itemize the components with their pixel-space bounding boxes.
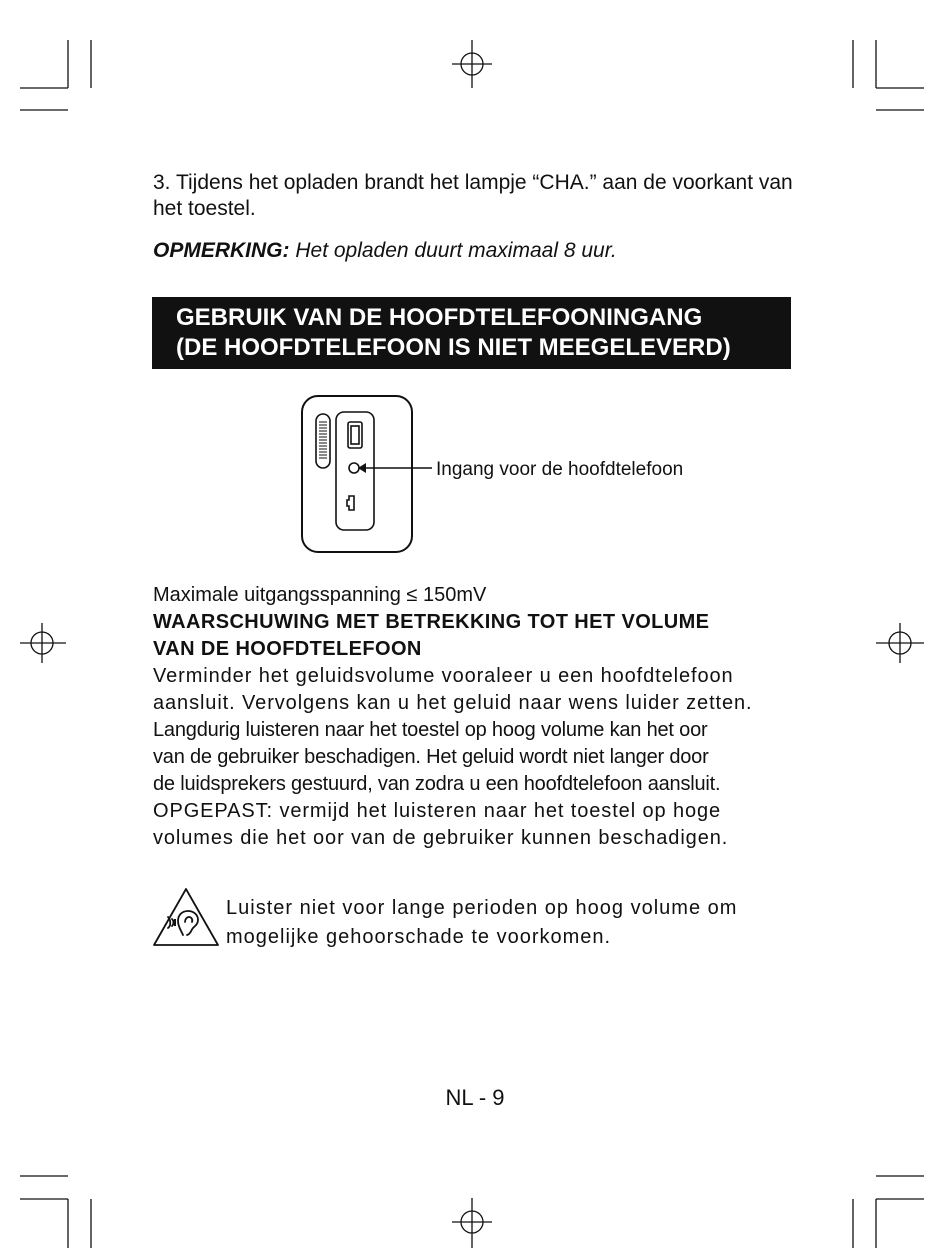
caution-line2: mogelijke gehoorschade te voorkomen.: [226, 926, 612, 948]
max-output-voltage: Maximale uitgangsspanning ≤ 150mV: [153, 584, 487, 606]
note-label: OPMERKING:: [153, 239, 290, 262]
caution-line1: Luister niet voor lange perioden op hoog volume om: [226, 897, 738, 919]
step-3-text: 3. Tijdens het opladen brandt het lampje “CHA.” aan de voorkant van het toestel.: [153, 171, 793, 220]
warning-line: Langdurig luisteren naar het toestel op hoog volume kan het oor: [153, 719, 708, 741]
warning-line: volumes die het oor van de gebruiker kunnen beschadigen.: [153, 827, 729, 849]
warning-line: OPGEPAST: vermijd het luisteren naar het toestel op hoge: [153, 800, 722, 822]
warning-line: de luidsprekers gestuurd, van zodra u een hoofdtelefoon aansluit.: [153, 773, 721, 795]
warning-line: Verminder het geluidsvolume vooraleer u een hoofdtelefoon: [153, 665, 734, 687]
warning-title: [153, 609, 803, 663]
warning-body: [153, 663, 803, 852]
section-heading: [152, 297, 791, 369]
section-title-line2: (DE HOOFDTELEFOON IS NIET MEEGELEVERD): [176, 334, 731, 361]
hearing-caution-text: [226, 894, 737, 952]
section-title-line1: GEBRUIK VAN DE HOOFDTELEFOONINGANG: [176, 304, 703, 331]
warning-title-line2: VAN DE HOOFDTELEFOON: [153, 638, 422, 660]
warning-line: van de gebruiker beschadigen. Het geluid wordt niet langer door: [153, 746, 709, 768]
warning-title-line1: WAARSCHUWING MET BETREKKING TOT HET VOLUME: [153, 611, 710, 633]
note-text: Het opladen duurt maximaal 8 uur.: [295, 239, 617, 262]
page-number: NL - 9: [445, 1085, 505, 1110]
note: [153, 238, 617, 264]
hearing-warning-icon: [152, 886, 220, 948]
warning-line: aansluit. Vervolgens kan u het geluid naar wens luider zetten.: [153, 692, 753, 714]
headphone-jack-callout: Ingang voor de hoofdtelefoon: [436, 459, 684, 480]
